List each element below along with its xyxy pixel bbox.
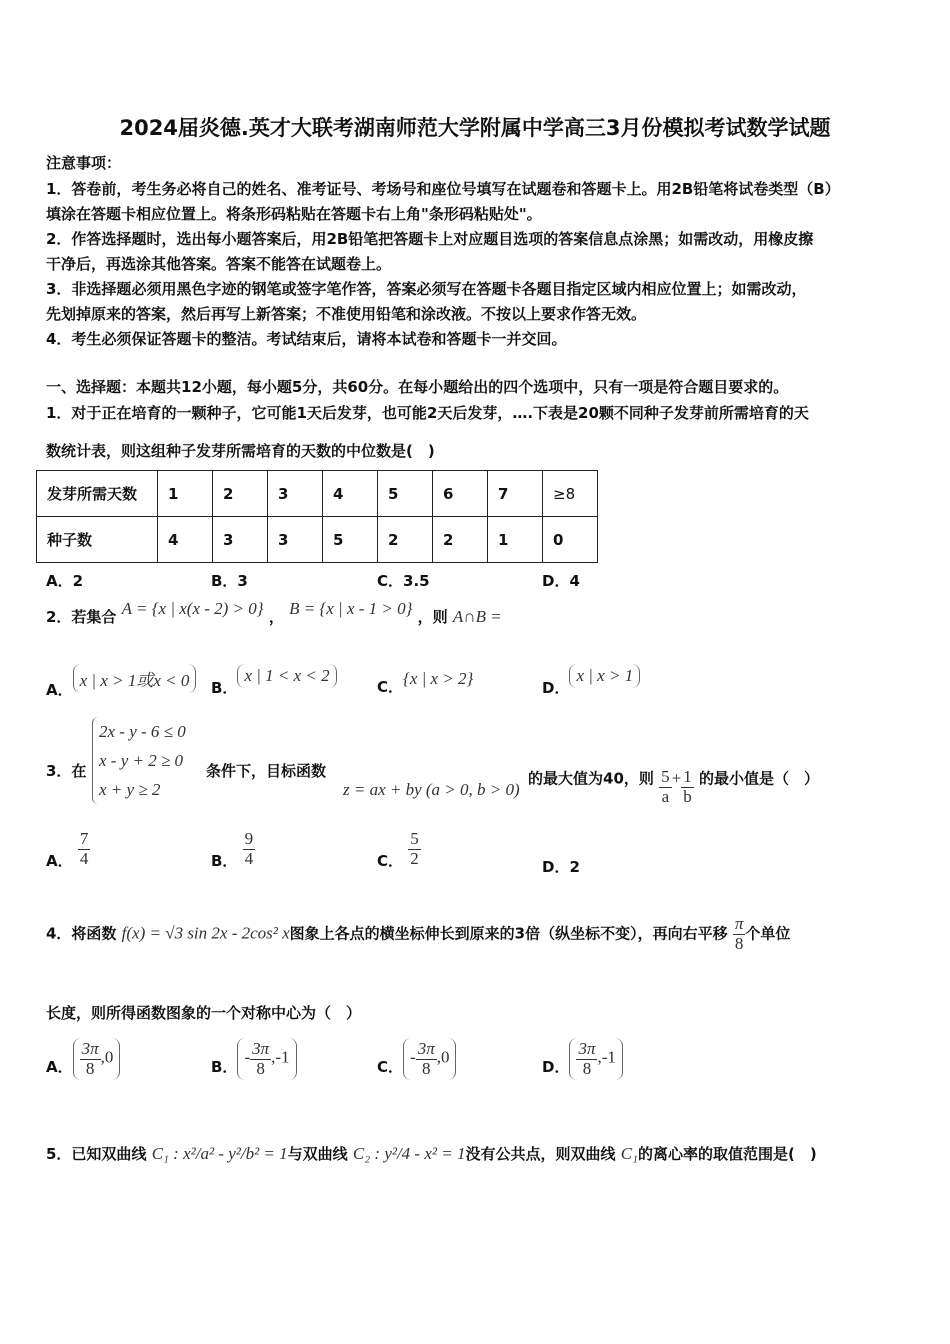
table-cell: 2 xyxy=(433,517,488,563)
q2-prefix: 2．若集合 xyxy=(46,608,117,626)
y-value: ,0 xyxy=(436,1047,450,1067)
table-cell: 5 xyxy=(323,517,378,563)
q2-option-d xyxy=(542,664,640,697)
sign: - xyxy=(244,1047,251,1067)
table-row xyxy=(37,471,598,517)
q3-option-a xyxy=(46,830,90,868)
constraint: x - y + 2 ≥ 0 xyxy=(99,751,184,770)
q1-option-d: D．4 xyxy=(542,572,580,590)
denominator: 8 xyxy=(256,1058,265,1078)
q3-option-d xyxy=(542,856,580,877)
table-cell: 7 xyxy=(488,471,543,517)
q5-c1-name: C₁ xyxy=(620,1144,638,1163)
q4-line2: 长度，则所得函数图象的一个对称中心为（ ） xyxy=(46,1004,362,1022)
q5-suffix: 的离心率的取值范围是( ) xyxy=(637,1145,817,1163)
q2-option-c xyxy=(377,664,474,696)
fraction xyxy=(78,830,91,868)
q4-suffix: 个单位 xyxy=(745,924,791,943)
denominator: 8 xyxy=(734,933,744,953)
q5-curve-c1: C₁ : x²/a² - y²/b² = 1 xyxy=(151,1144,288,1163)
q4-function: f(x) = √3 sin 2x - 2cos² x xyxy=(121,923,290,943)
q4-mid: 图象上各点的横坐标伸长到原来的3倍（纵坐标不变），再向右平移 xyxy=(289,924,728,943)
q5-mid: 与双曲线 xyxy=(287,1145,348,1163)
table-cell: 3 xyxy=(268,517,323,563)
option-label: D． xyxy=(542,858,570,876)
fraction xyxy=(243,830,256,868)
option-label: B． xyxy=(211,851,238,870)
table-cell: 4 xyxy=(158,517,213,563)
option-value: x | x > 1 xyxy=(569,664,640,688)
q4-option-c xyxy=(377,1038,456,1080)
table-cell: 3 xyxy=(213,517,268,563)
constraint: 2x - y - 6 ≤ 0 xyxy=(99,722,186,741)
q5-text xyxy=(46,1143,817,1164)
q1-option-c: C．3.5 xyxy=(377,572,430,590)
q3-after-text: 的最大值为40，则 xyxy=(528,769,654,788)
option-label: C． xyxy=(377,851,404,870)
option-value: x | x > 1或x < 0 xyxy=(73,664,197,693)
page-title: 2024届炎德.英才大联考湖南师范大学附属中学高三3月份模拟考试数学试题 xyxy=(119,116,831,140)
denominator: 2 xyxy=(410,848,419,868)
sign: - xyxy=(410,1047,416,1067)
section-heading: 一、选择题：本题共12小题，每小题5分，共60分。在每小题给出的四个选项中，只有一项是符合题目要求的。 xyxy=(46,378,789,396)
q2-comma: ， xyxy=(268,608,284,626)
numerator: π xyxy=(734,914,744,933)
option-value: {x | x > 2} xyxy=(403,669,474,688)
table-cell: 0 xyxy=(543,517,598,563)
notes-line: 填涂在答题卡相应位置上。将条形码粘贴在答题卡右上角"条形码粘贴处"。 xyxy=(46,205,542,223)
denominator: 4 xyxy=(244,848,254,868)
option-label: B． xyxy=(211,678,238,697)
table-cell: 6 xyxy=(433,471,488,517)
y-value: ,-1 xyxy=(597,1047,616,1067)
q2-set-a: A = {x | x(x - 2) > 0} xyxy=(121,599,264,618)
fraction xyxy=(733,915,746,953)
numerator: 1 xyxy=(683,767,692,786)
notes-line: 干净后，再选涂其他答案。答案不能答在试题卷上。 xyxy=(46,255,392,273)
q3-prefix: 3．在 xyxy=(46,762,87,780)
table-cell: 4 xyxy=(323,471,378,517)
q1-option-b: B．3 xyxy=(211,572,248,590)
fraction xyxy=(659,768,672,806)
q1-option-a: A．2 xyxy=(46,572,84,590)
q3-suffix: 的最小值是（ ） xyxy=(698,769,819,788)
q4-option-d xyxy=(542,1038,623,1080)
table-cell: 1 xyxy=(488,517,543,563)
table-row xyxy=(37,517,598,563)
denominator: a xyxy=(661,786,670,806)
q4-option-a xyxy=(46,1038,120,1080)
option-label: B． xyxy=(211,1057,238,1076)
q2-option-b xyxy=(211,664,337,697)
q2-suffix: ，则 xyxy=(417,608,448,626)
notes-heading: 注意事项： xyxy=(46,154,122,172)
notes-line: 先划掉原来的答案，然后再写上新答案；不准使用铅笔和涂改液。不按以上要求作答无效。 xyxy=(46,305,647,323)
numerator: 5 xyxy=(410,829,419,848)
q3-after xyxy=(528,760,819,806)
denominator: 8 xyxy=(582,1058,592,1078)
q2-set-b: B = {x | x - 1 > 0} xyxy=(289,599,413,618)
option-label: A． xyxy=(46,681,73,699)
q3-objective: z = ax + by (a > 0, b > 0) xyxy=(343,780,520,799)
numerator: 5 xyxy=(661,767,670,786)
notes-line: 3．非选择题必须用黑色字迹的钢笔或签字笔作答，答案必须写在答题卡各题目指定区域内相应位置上；如需改动， xyxy=(46,280,807,298)
notes-line: 2．作答选择题时，选出每小题答案后，用2B铅笔把答题卡上对应题目选项的答案信息点涂黑；如需改动，用橡皮擦 xyxy=(46,230,814,248)
denominator: 8 xyxy=(421,1058,431,1078)
q3-mid: 条件下，目标函数 xyxy=(206,762,327,780)
plus-sign: + xyxy=(671,768,682,788)
q4-prefix: 4．将函数 xyxy=(46,924,117,943)
option-label: D． xyxy=(542,1057,570,1076)
numerator: 3π xyxy=(252,1039,270,1058)
notes-line: 1．答卷前，考生务必将自己的姓名、准考证号、考场号和座位号填写在试题卷和答题卡上。用2B铅笔将试卷类型（B） xyxy=(46,180,840,198)
table-cell: 3 xyxy=(268,471,323,517)
option-value: 2 xyxy=(569,858,580,876)
q3-constraint-system xyxy=(92,717,186,804)
q5-after: 没有公共点，则双曲线 xyxy=(465,1145,616,1163)
q2-expr: A∩B = xyxy=(452,607,502,626)
q5-prefix: 5．已知双曲线 xyxy=(46,1145,147,1163)
y-value: ,-1 xyxy=(271,1047,290,1067)
q4-line1 xyxy=(46,915,790,953)
table-cell: 2 xyxy=(378,517,433,563)
numerator: 3π xyxy=(578,1039,596,1058)
y-value: ,0 xyxy=(100,1047,114,1067)
q1-text: 1．对于正在培育的一颗种子，它可能1天后发芽，也可能2天后发芽，….下表是20颗不同种子发芽前所需培育的天 xyxy=(46,404,809,422)
numerator: 3π xyxy=(81,1039,99,1058)
q3-option-c xyxy=(377,830,421,868)
option-label: D． xyxy=(542,678,570,697)
numerator: 7 xyxy=(79,829,89,848)
numerator: 9 xyxy=(244,829,254,848)
q3-option-b xyxy=(211,830,255,868)
option-label: A． xyxy=(46,1057,73,1076)
q4-option-b xyxy=(211,1038,297,1080)
table-cell: 2 xyxy=(213,471,268,517)
option-value: x | 1 < x < 2 xyxy=(237,664,336,688)
table-cell: ≥8 xyxy=(543,471,598,517)
denominator: b xyxy=(683,786,692,806)
denominator: 8 xyxy=(85,1058,95,1078)
denominator: 4 xyxy=(79,848,89,868)
table-cell: 种子数 xyxy=(37,517,158,563)
option-label: C． xyxy=(377,1057,404,1076)
germination-table xyxy=(36,470,598,563)
constraint: x + y ≥ 2 xyxy=(99,780,161,799)
table-cell: 发芽所需天数 xyxy=(37,471,158,517)
option-label: A． xyxy=(46,851,73,870)
numerator: 3π xyxy=(417,1039,435,1058)
fraction xyxy=(681,768,694,806)
q5-curve-c2: C₂ : y²/4 - x² = 1 xyxy=(352,1144,466,1163)
table-cell: 1 xyxy=(158,471,213,517)
q1-text: 数统计表，则这组种子发芽所需培育的天数的中位数是( ) xyxy=(46,442,435,460)
fraction xyxy=(408,830,421,868)
option-label: C． xyxy=(377,678,404,696)
table-cell: 5 xyxy=(378,471,433,517)
notes-line: 4．考生必须保证答题卡的整洁。考试结束后，请将本试卷和答题卡一并交回。 xyxy=(46,330,567,348)
q2-option-a xyxy=(46,664,196,699)
